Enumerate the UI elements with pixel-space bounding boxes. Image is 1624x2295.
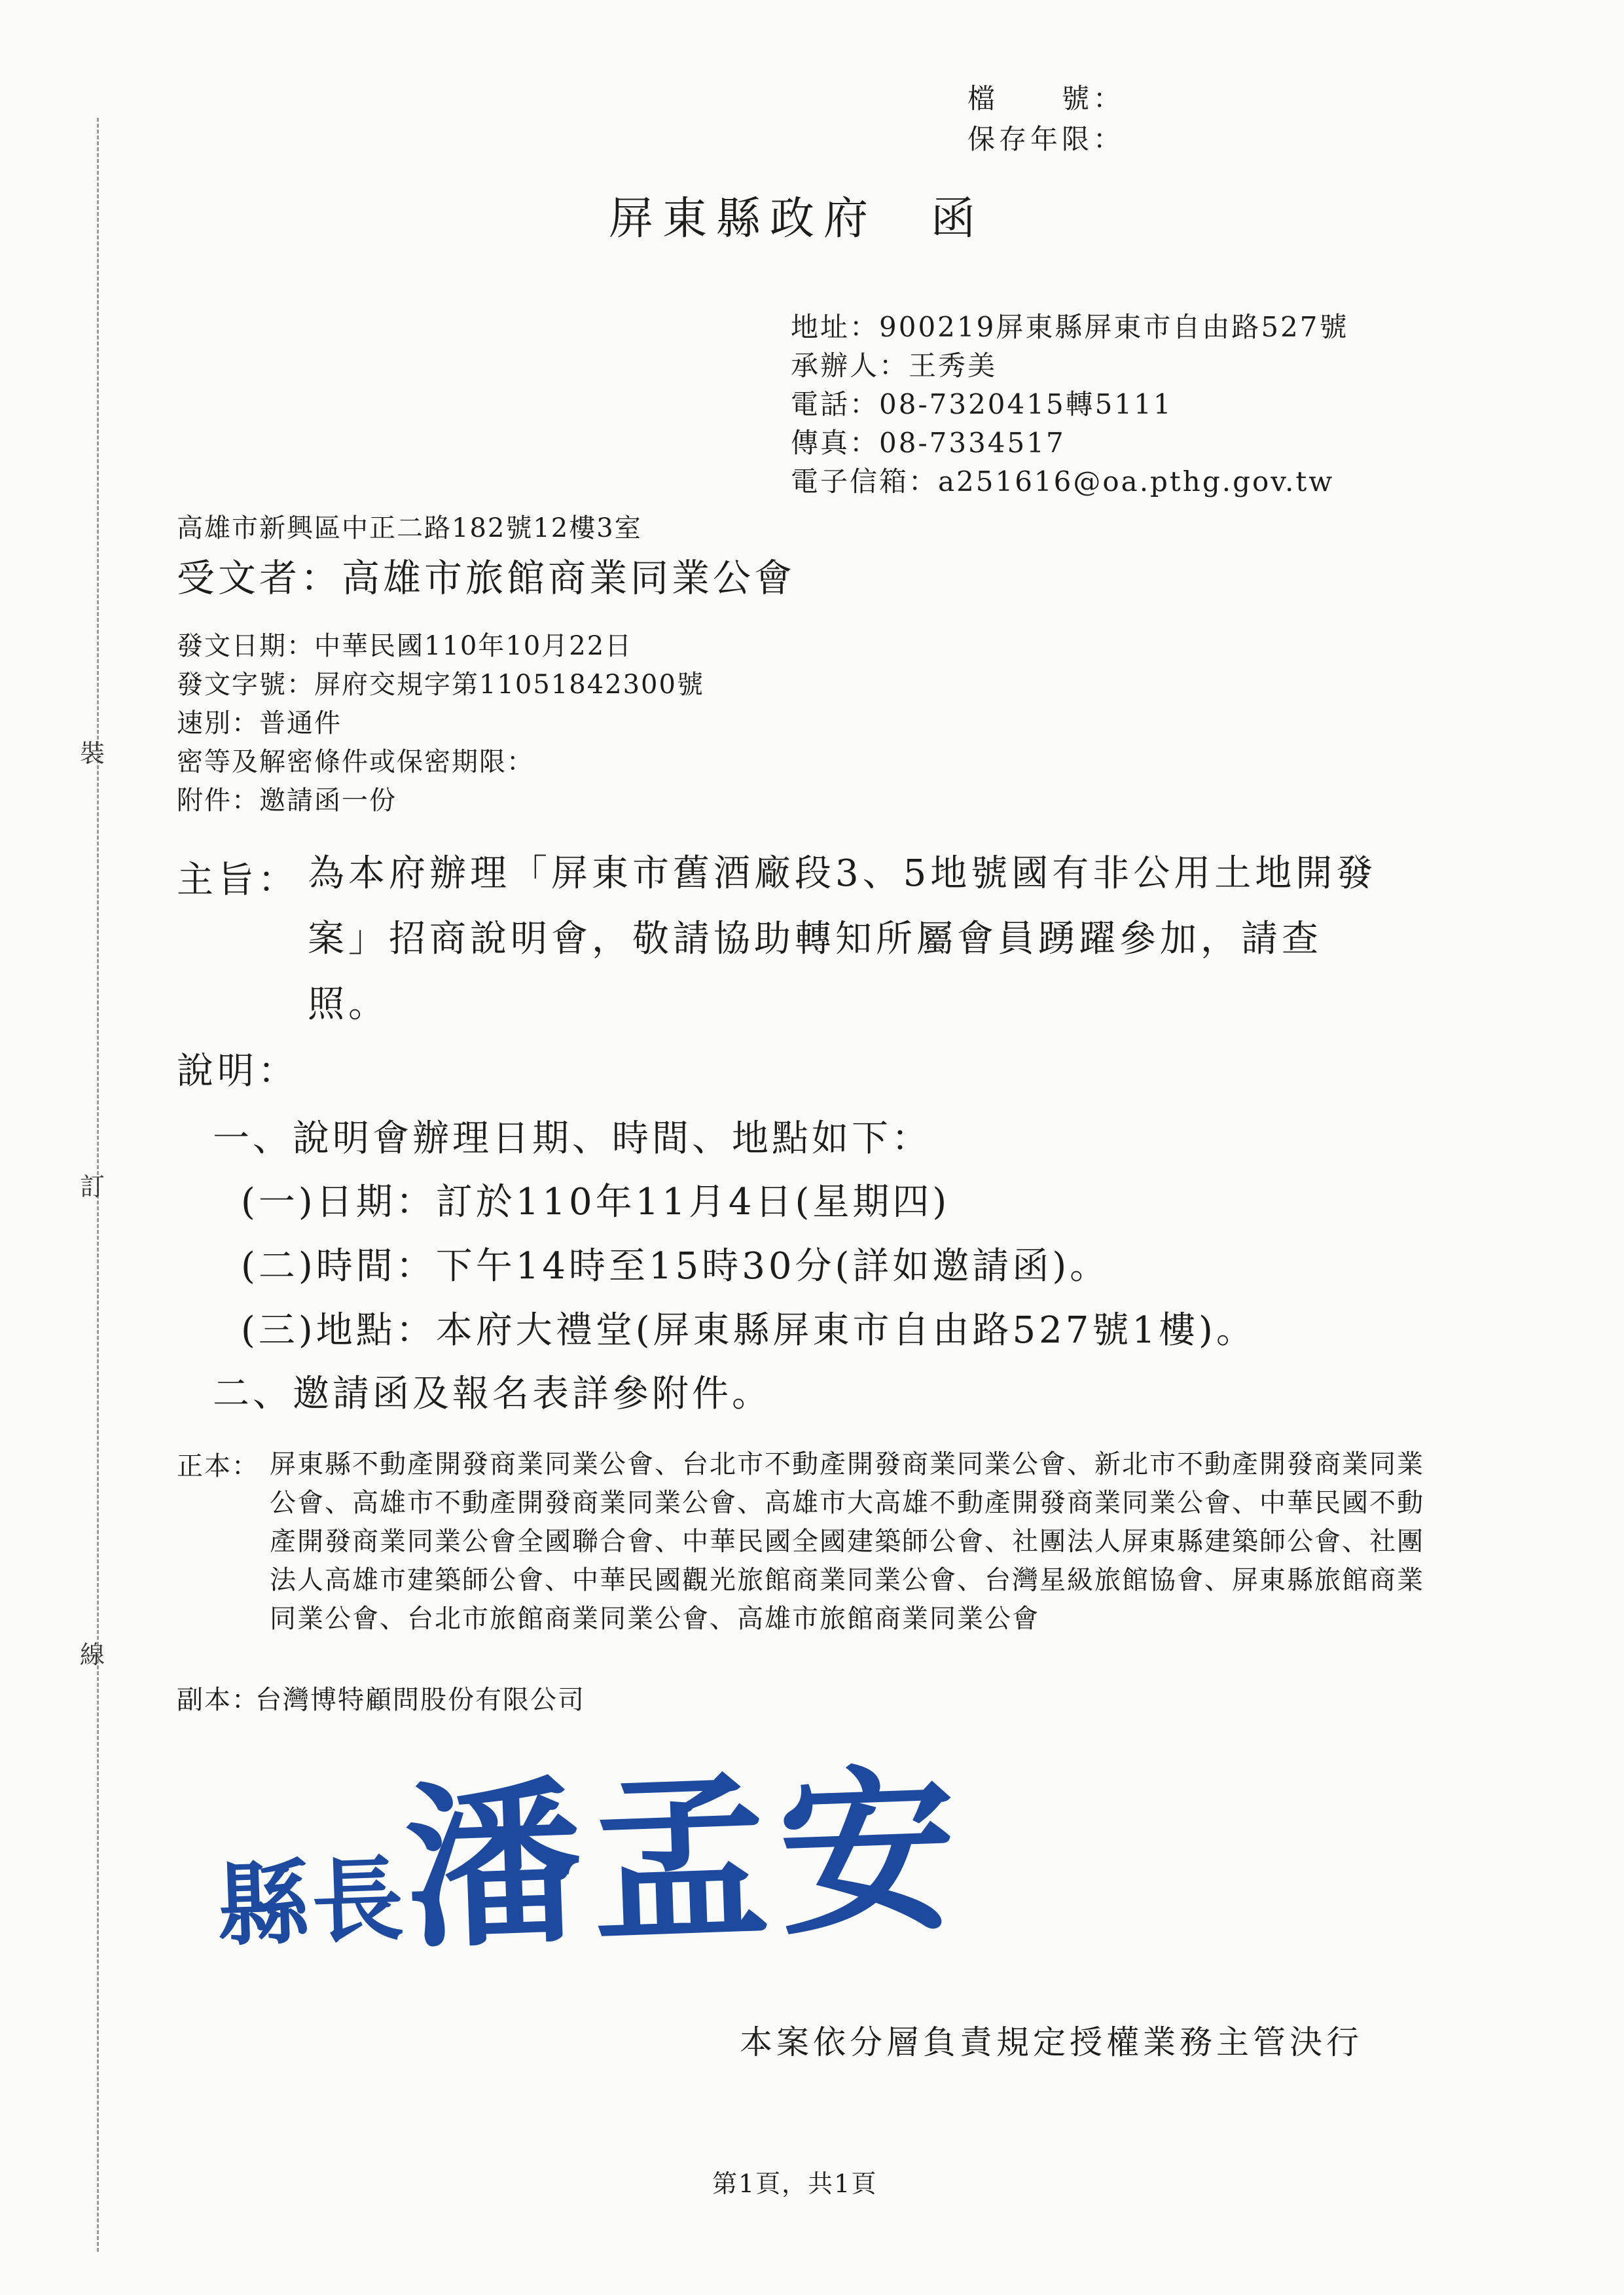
attachment: 附件：邀請函一份 [177, 786, 397, 816]
explanation-heading: 說明： [177, 1050, 298, 1093]
explanation-sub-1: (一)日期：訂於110年11月4日(星期四) [241, 1181, 950, 1223]
issue-date: 發文日期：中華民國110年10月22日 [177, 631, 633, 661]
speed-class: 速別：普通件 [177, 708, 342, 738]
binding-mark-top: 裝 [80, 739, 105, 768]
page-number: 第1頁，共1頁 [712, 2169, 878, 2198]
subject-label: 主旨： [177, 859, 298, 901]
recipient: 受文者：高雄市旅館商業同業公會 [177, 556, 796, 600]
binding-mark-middle: 訂 [80, 1172, 105, 1201]
distribution-copy-text: 台灣博特顧問股份有限公司 [255, 1685, 585, 1715]
distribution-copy-label: 副本： [177, 1685, 259, 1715]
explanation-sub-3: (三)地點：本府大禮堂(屏東縣屏東市自由路527號1樓)。 [241, 1309, 1256, 1352]
contact-address: 地址：900219屏東縣屏東市自由路527號 [791, 311, 1349, 343]
authorization-note: 本案依分層負責規定授權業務主管決行 [740, 2023, 1363, 2061]
signature-name: 潘孟安 [401, 1745, 970, 1973]
contact-block [791, 308, 1349, 501]
file-info [967, 79, 1125, 160]
explanation-item-2: 二、邀請函及報名表詳參附件。 [213, 1373, 772, 1415]
explanation-sub-2: (二)時間：下午14時至15時30分(詳如邀請函)。 [241, 1245, 1110, 1288]
distribution-main-text: 屏東縣不動產開發商業同業公會、台北市不動產開發商業同業公會、新北市不動產開發商業同業公會、高雄市不動產開發商業同業公會、高雄市大高雄不動產開發商業同業公會、中華民國不動產開發商業同業公會全國聯合會、中華民國全國建築師公會、社團法人屏東縣建築師公會、社團法人高雄市建築師公會、中華民國觀光旅館商業同業公會、台灣星級旅館協會、屏東縣旅館商業同業公會、台北市旅館商業同業公會、高雄市旅館商業同業公會 [270, 1449, 1424, 1634]
document-title: 屏東縣政府 函 [609, 193, 985, 245]
subject-text: 為本府辦理「屏東市舊酒廠段3、5地號國有非公用土地開發案」招商說明會，敬請協助轉知所屬會員踴躍參加，請查照。 [308, 852, 1377, 1026]
contact-fax: 傳真：08-7334517 [791, 427, 1066, 459]
magistrate-signature [211, 1708, 970, 1989]
contact-email: 電子信箱：a251616@oa.pthg.gov.tw [791, 465, 1335, 497]
contact-handler: 承辦人：王秀美 [791, 350, 998, 382]
contact-phone: 電話：08-7320415轉5111 [791, 388, 1173, 420]
document-number: 發文字號：屏府交規字第11051842300號 [177, 670, 704, 700]
confidentiality: 密等及解密條件或保密期限： [177, 747, 534, 777]
recipient-address: 高雄市新興區中正二路182號12樓3室 [177, 513, 642, 543]
explanation-item-1: 一、說明會辦理日期、時間、地點如下： [213, 1117, 931, 1160]
signature-title: 縣長 [215, 1845, 408, 1960]
binding-mark-bottom: 線 [80, 1640, 105, 1669]
distribution-main-label: 正本： [177, 1451, 259, 1481]
meta-block [177, 627, 704, 820]
retention-label: 保存年限： [967, 123, 1125, 155]
file-number-label: 檔 號： [967, 82, 1125, 115]
